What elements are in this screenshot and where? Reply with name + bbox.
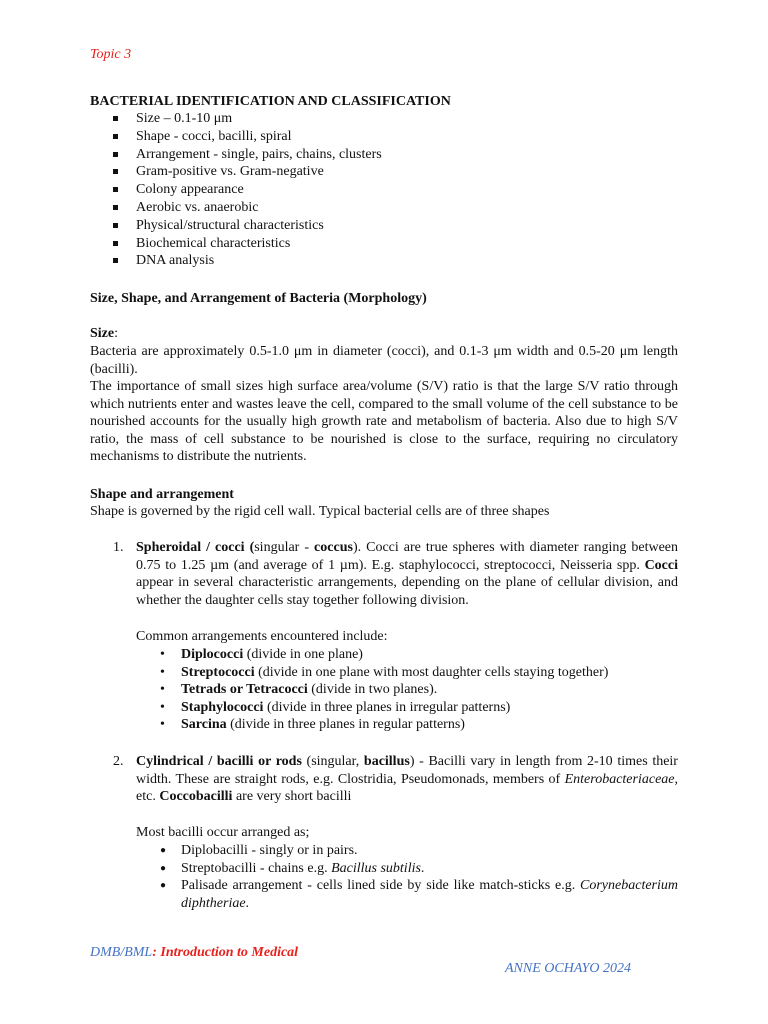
bacilli-desc-1: ) - Bacilli vary in length from 2-10 times their width. These are straight rods, e.g. Clostridia, Pseudomonads, members of [136,754,678,787]
bacilli-title: Cylindrical / bacilli or rods [136,754,302,769]
list-item: Physical/structural characteristics [113,217,673,235]
arrangement-desc: (divide in one plane) [243,647,363,662]
bacilli-arrangement-list [160,842,678,912]
shape-intro: Shape is governed by the rigid cell wall. Typical bacterial cells are of three shapes [90,504,550,519]
list-item [160,646,678,664]
cocci-word: Cocci [644,557,678,573]
cocci-singular-word: coccus [314,540,353,555]
arrangement-name: Diplococci [181,647,244,662]
list-item [160,877,678,912]
arrangement-name: Tetrads or Tetracocci [181,682,308,698]
footer-course-title: : Introduction to Medical [152,945,299,960]
arrangement-desc: (divide in two planes). [307,682,438,698]
size-label: Size [90,326,115,341]
cocci-arrangement-intro: Common arrangements encountered include: [136,629,388,644]
footer-course [90,944,298,962]
topic-label: Topic 3 [90,47,132,62]
palisade-suffix: . [245,895,250,911]
palisade-species: Corynebacterium diphtheriae [181,878,678,911]
size-colon: : [114,326,118,341]
footer-author: ANNE OCHAYO 2024 [505,961,632,976]
cocci-arrangement-list [160,646,678,734]
list-item: Aerobic vs. anaerobic [113,199,673,217]
strepto-species: Bacillus subtilis [331,860,421,876]
main-heading: BACTERIAL IDENTIFICATION AND CLASSIFICATION [90,94,451,109]
list-item [160,664,678,682]
sv-ratio-paragraph: The importance of small sizes high surface area/volume (S/V) ratio is that the large S/V ratio through which nutrients enter and wastes leave the cell, compared to the small volume of the cell substance to be nourished accounts for the usually high growth rate and metabolism of bacteria. Also due to high S/V ratio, the mass of cell substance to be nourished is close to the surface, requiring no circulatory mechanisms to distribute the nutrients. [90,379,678,465]
palisade-prefix: Palisade arrangement - cells lined side by side like match-sticks e.g. [181,878,581,894]
size-heading [90,325,678,343]
cocci-title: Spheroidal / cocci ( [136,540,255,555]
bacilli-singular-prefix: (singular, [301,754,364,769]
cocci-paragraph [136,539,678,609]
arrangement-name: Staphylococci [181,699,264,715]
list-item: Shape - cocci, bacilli, spiral [113,128,673,146]
arrangement-name: Streptococci [181,664,255,680]
list-item [160,681,678,699]
coccobacilli-term: Coccobacilli [159,789,233,805]
list-item [160,860,678,878]
bacilli-paragraph [136,753,678,806]
size-paragraph: Bacteria are approximately 0.5-1.0 μm in diameter (cocci), and 0.1-3 μm width and 0.5-20 μm length (bacilli). [90,344,678,377]
strepto-suffix: . [420,860,425,876]
enterobacteriaceae-term: Enterobacteriaceae [564,771,675,787]
list-item: Gram-positive vs. Gram-negative [113,163,673,181]
cocci-desc-2: appear in several characteristic arrangements, depending on the plane of cellular division, and whether the daughter cells stay together following division. [136,575,678,608]
shape-heading: Shape and arrangement [90,487,234,502]
cocci-singular-prefix: singular - [254,540,315,555]
cocci-desc-1: ). Cocci are true spheres with diameter ranging between 0.75 to 1.25 µm (and average of 1 µm). E.g. staphylococci, streptococci, Neisseria spp. [136,540,679,573]
arrangement-name: Sarcina [181,717,227,733]
list-item: Size – 0.1-10 μm [113,110,673,128]
bacilli-desc-2: , etc. [136,771,678,805]
list-item: Arrangement - single, pairs, chains, clusters [113,146,673,164]
strepto-prefix: Streptobacilli - chains e.g. [181,860,332,876]
criteria-list [113,110,673,270]
list-item: DNA analysis [113,252,673,270]
morphology-heading: Size, Shape, and Arrangement of Bacteria (Morphology) [90,291,427,306]
list-item: Biochemical characteristics [113,235,673,253]
bacilli-arrangement-intro: Most bacilli occur arranged as; [136,825,310,840]
list-item: ● Diplobacilli - singly or in pairs. [160,842,678,860]
list-item: Colony appearance [113,181,673,199]
item-number-cocci: 1. [113,540,124,555]
list-item [160,716,678,734]
list-item [160,699,678,717]
bacilli-desc-3: are very short bacilli [232,789,352,805]
bacilli-singular-word: bacillus [363,754,410,769]
arrangement-desc: (divide in one plane with most daughter cells staying together) [254,664,609,680]
arrangement-desc: (divide in three planes in irregular patterns) [263,699,511,715]
arrangement-desc: (divide in three planes in regular patterns) [226,717,465,733]
footer-course-code: DMB/BML [90,945,153,960]
item-number-bacilli: 2. [113,754,124,769]
